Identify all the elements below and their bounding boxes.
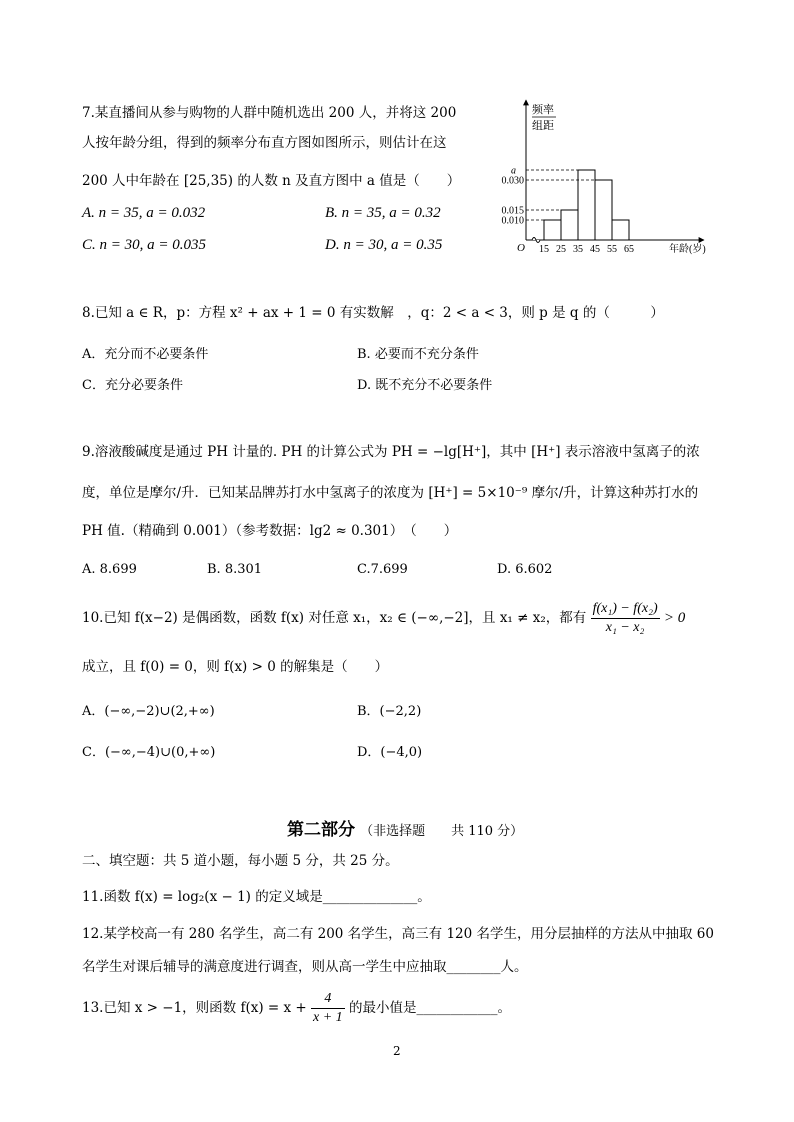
q10-line-1-text: 10.已知 f(x−2) 是偶函数，函数 f(x) 对任意 x₁，x₂ ∈ (−∞,−2]，且 x₁ ≠ x₂，都有 [82,610,587,626]
page-number: 2 [393,1044,401,1058]
q13-fraction-numerator: 4 [311,990,345,1009]
q10-option-a: A．(−∞,−2)∪(2,+∞) [82,704,215,719]
q8-option-a: A．充分而不必要条件 [82,347,209,362]
q13 [82,990,511,1027]
x-tick-label-25: 25 [556,244,566,255]
q7-option-a: A. n = 35, a = 0.032 [82,205,206,221]
q8-stem: 8.已知 a ∈ R，p：方程 x² + ax + 1 = 0 有实数解 ，q：2 < a < 3，则 p 是 q 的（ ） [82,305,664,321]
q10-line-1 [82,600,685,637]
part-two-title: 第二部分 [287,820,355,840]
q7-line-3: 200 人中年龄在 [25,35) 的人数 n 及直方图中 a 值是（ ） [82,173,461,189]
part-two-heading [287,815,523,840]
q13-fraction-denominator: x + 1 [313,1010,343,1025]
q10-fraction-numerator: f(x₁) − f(x₂) [591,600,660,619]
q10-line-1-end: > 0 [663,610,686,626]
x-tick-label-65: 65 [624,244,634,255]
y-tick-label-0.030: 0.030 [501,175,524,187]
y-tick-label-0.010: 0.010 [501,215,524,227]
q9-option-c: C.7.699 [357,562,408,577]
q11: 11.函数 f(x) = log₂(x − 1) 的定义域是______________。 [82,889,431,905]
q7-line-2: 人按年龄分组，得到的频率分布直方图如图所示，则估计在这 [82,135,447,151]
histogram-bar-55-65 [612,220,629,240]
q9-option-a: A. 8.699 [82,562,137,577]
x-tick-label-55: 55 [607,244,617,255]
y-tick-label-a: a [511,165,516,177]
q12-line-1: 12.某学校高一有 280 名学生，高二有 200 名学生，高三有 120 名学生，用分层抽样的方法从中抽取 60 [82,926,714,942]
q7-option-c: C. n = 30, a = 0.035 [82,237,206,253]
q13-text-post: 的最小值是____________。 [348,1000,511,1016]
q9-line-2: 度，单位是摩尔/升．已知某品牌苏打水中氢离子的浓度为 [H⁺] = 5×10⁻⁹ 摩尔/升，计算这种苏打水的 [82,485,699,501]
y-label-top: 频率 [532,104,554,116]
q7-option-b: B. n = 35, a = 0.32 [325,205,441,221]
x-tick-label-35: 35 [573,244,583,255]
y-label-bottom: 组距 [532,120,554,132]
histogram-bar-45-55 [595,180,612,240]
histogram-bar-35-45 [578,170,595,240]
x-axis-label: 年龄(岁) [669,244,706,255]
x-tick-label-15: 15 [539,244,549,255]
q8-option-c: C．充分必要条件 [82,378,183,393]
q10-fraction-denominator: x₁ − x₂ [605,620,645,635]
histogram-chart [496,96,708,264]
q13-fraction [311,990,345,1027]
q10-fraction [591,600,660,637]
q9-option-d: D. 6.602 [497,562,553,577]
q8-option-d: D. 既不充分不必要条件 [357,378,493,393]
histogram-bar-15-25 [544,220,561,240]
q10-option-b: B．(−2,2) [357,704,422,719]
q12-line-2: 名学生对课后辅导的满意度进行调查，则从高一学生中应抽取________人。 [82,959,528,975]
y-tick-label-0.015: 0.015 [501,205,524,217]
origin-label: O [517,242,525,254]
q9-line-3: PH 值.（精确到 0.001）（参考数据：lg2 ≈ 0.301） （ ） [82,523,458,539]
q10-option-c: C．(−∞,−4)∪(0,+∞) [82,745,216,760]
q7-option-d: D. n = 30, a = 0.35 [325,237,443,253]
section-instruction: 二、填空题：共 5 道小题，每小题 5 分，共 25 分。 [82,853,399,869]
q10-line-2: 成立，且 f(0) = 0，则 f(x) > 0 的解集是（ ） [82,659,389,675]
q7-line-1: 7.某直播间从参与购物的人群中随机选出 200 人，并将这 200 [82,105,457,121]
part-two-subtitle: （非选择题 共 110 分） [360,824,524,839]
histogram-bar-25-35 [561,210,578,240]
q8-option-b: B. 必要而不充分条件 [357,347,479,362]
x-tick-label-45: 45 [590,244,600,255]
q10-option-d: D．(−4,0) [357,745,423,760]
q9-line-1: 9.溶液酸碱度是通过 PH 计量的. PH 的计算公式为 PH = −lg[H⁺]，其中 [H⁺] 表示溶液中氢离子的浓 [82,444,700,460]
q13-text-pre: 13.已知 x > −1，则函数 f(x) = x + [82,1000,307,1016]
axis-break [532,238,540,243]
q9-option-b: B. 8.301 [207,562,263,577]
